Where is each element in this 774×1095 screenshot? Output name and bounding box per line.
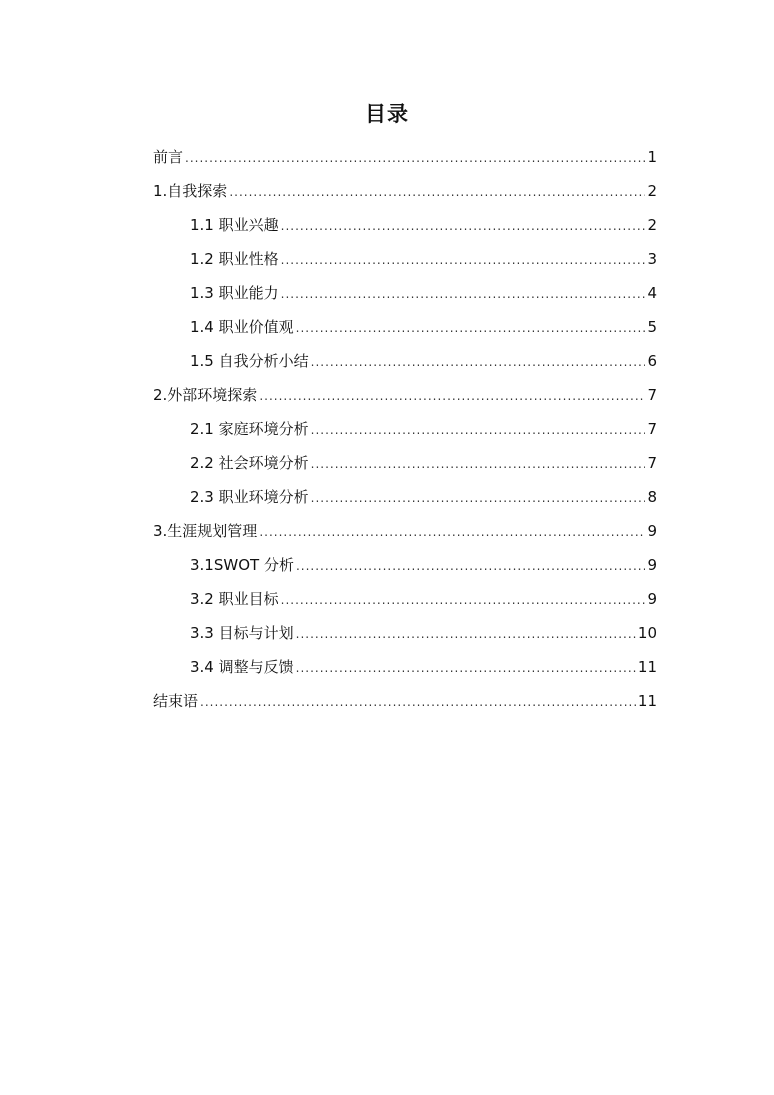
toc-entry[interactable] (153, 140, 657, 174)
toc-dot-leader (311, 413, 646, 447)
toc-dot-leader (185, 141, 645, 175)
toc-entry-label: 前言 (153, 148, 184, 166)
toc-dot-leader (296, 651, 636, 685)
toc-entry-page: 9 (647, 522, 657, 540)
toc-entry-label: 1.4 职业价值观 (190, 318, 294, 336)
toc-dot-leader (200, 685, 636, 719)
toc-dot-leader (281, 277, 646, 311)
toc-dot-leader (281, 209, 646, 243)
toc-dot-leader (311, 345, 646, 379)
toc-entry-page: 7 (647, 420, 657, 438)
toc-entry-page: 7 (647, 386, 657, 404)
toc-entry-page: 7 (647, 454, 657, 472)
toc-dot-leader (311, 447, 646, 481)
toc-entry[interactable] (153, 378, 657, 412)
toc-entry-page: 6 (647, 352, 657, 370)
toc-subentry[interactable] (153, 548, 657, 582)
toc-dot-leader (281, 243, 646, 277)
toc-entry-page: 2 (647, 182, 657, 200)
toc-entry-label: 1.1 职业兴趣 (190, 216, 279, 234)
toc-subentry[interactable] (153, 310, 657, 344)
toc-entry[interactable] (153, 684, 657, 718)
table-of-contents (153, 140, 657, 718)
toc-entry[interactable] (153, 174, 657, 208)
toc-dot-leader (281, 583, 646, 617)
toc-entry-label: 1.自我探索 (153, 182, 228, 200)
toc-subentry[interactable] (153, 650, 657, 684)
toc-subentry[interactable] (153, 480, 657, 514)
toc-entry-page: 11 (637, 658, 657, 676)
toc-entry-label: 3.4 调整与反馈 (190, 658, 294, 676)
toc-subentry[interactable] (153, 582, 657, 616)
toc-dot-leader (229, 175, 645, 209)
toc-entry-page: 2 (647, 216, 657, 234)
toc-dot-leader (259, 515, 645, 549)
toc-dot-leader (296, 617, 636, 651)
toc-subentry[interactable] (153, 446, 657, 480)
toc-entry[interactable] (153, 514, 657, 548)
toc-dot-leader (311, 481, 646, 515)
toc-entry-label: 2.外部环境探索 (153, 386, 258, 404)
toc-entry-label: 结束语 (153, 692, 199, 710)
toc-entry-page: 9 (647, 590, 657, 608)
toc-entry-label: 3.1SWOT 分析 (190, 556, 294, 574)
toc-title: 目录 (365, 102, 409, 126)
toc-dot-leader (259, 379, 645, 413)
toc-subentry[interactable] (153, 412, 657, 446)
toc-entry-page: 9 (647, 556, 657, 574)
toc-entry-label: 1.2 职业性格 (190, 250, 279, 268)
toc-subentry[interactable] (153, 616, 657, 650)
toc-subentry[interactable] (153, 242, 657, 276)
toc-subentry[interactable] (153, 344, 657, 378)
toc-entry-label: 2.3 职业环境分析 (190, 488, 309, 506)
toc-entry-label: 3.生涯规划管理 (153, 522, 258, 540)
toc-dot-leader (296, 549, 646, 583)
toc-entry-label: 3.3 目标与计划 (190, 624, 294, 642)
toc-entry-label: 2.1 家庭环境分析 (190, 420, 309, 438)
toc-dot-leader (296, 311, 646, 345)
toc-entry-label: 1.5 自我分析小结 (190, 352, 309, 370)
toc-entry-label: 2.2 社会环境分析 (190, 454, 309, 472)
toc-subentry[interactable] (153, 208, 657, 242)
toc-entry-label: 1.3 职业能力 (190, 284, 279, 302)
toc-entry-page: 11 (637, 692, 657, 710)
toc-entry-page: 8 (647, 488, 657, 506)
toc-entry-page: 10 (637, 624, 657, 642)
toc-entry-page: 1 (647, 148, 657, 166)
toc-subentry[interactable] (153, 276, 657, 310)
toc-entry-page: 4 (647, 284, 657, 302)
toc-entry-label: 3.2 职业目标 (190, 590, 279, 608)
toc-entry-page: 3 (647, 250, 657, 268)
toc-entry-page: 5 (647, 318, 657, 336)
